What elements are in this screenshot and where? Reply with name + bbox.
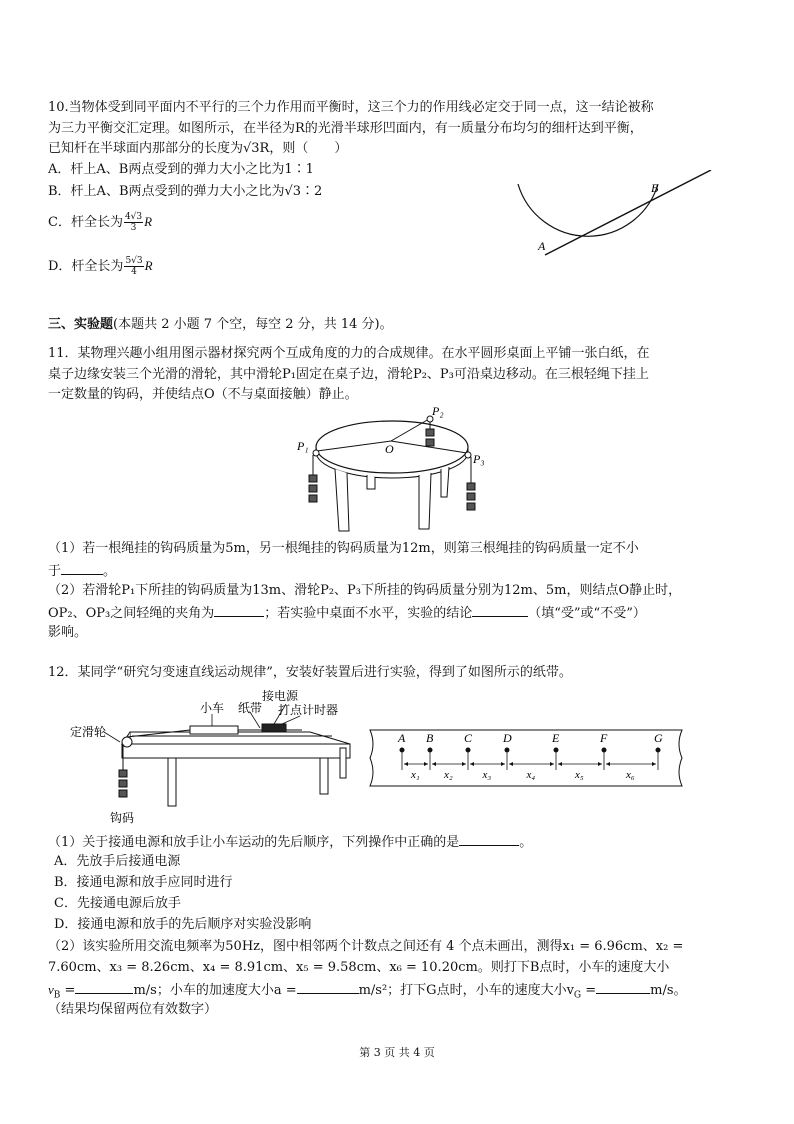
section-3-title: 三、实验题 [48, 317, 114, 332]
q10-option-a: A．杆上A、B两点受到的弹力大小之比为1∶1 [48, 162, 314, 177]
weight-p3-2 [467, 493, 475, 500]
tape-segment-label-4: x₄ [526, 769, 536, 781]
q11-sub2-line-3: 影响。 [48, 625, 88, 640]
q10-option-d-prefix: D．杆全长为 [48, 259, 124, 274]
tape-point-label-C: C [464, 731, 473, 745]
q10-option-c-numerator: 4√3 [124, 212, 143, 222]
q10-hemisphere-figure [505, 170, 720, 280]
q12-option-d: D．接通电源和放手的先后顺序对实验没影响 [54, 917, 312, 932]
tape-segment-label-6: x₆ [626, 769, 635, 781]
label-a: A [538, 239, 546, 253]
q10-option-c-fraction [124, 212, 143, 233]
q12-blank-a[interactable] [297, 980, 359, 994]
q11-line-1: 11．某物理兴趣小组用图示器材探究两个互成角度的力的合成规律。在水平圆形桌面上平铺一张白纸，在 [48, 346, 650, 361]
tape-segment-label-1: x₁ [411, 769, 420, 781]
tape-segment-label-3: x₃ [482, 769, 492, 781]
q11-blank-1[interactable] [61, 561, 103, 575]
tape-segment-label-2: x₂ [444, 769, 453, 781]
weight-2 [119, 780, 127, 787]
label-weight: 钩码 [110, 811, 135, 825]
q11-sub2-part-c: （填“受”或“不受”） [528, 606, 646, 621]
rod-line [545, 170, 711, 255]
timer [262, 724, 286, 732]
q10-option-d [48, 256, 153, 277]
table-top [130, 732, 350, 744]
q12-sub2-line-2: 7.60cm、x₃ = 8.26cm、x₄ = 8.91cm、x₅ = 9.58cm、x₆ = 10.20cm。则打下B点时，小车的速度大小 [48, 960, 670, 975]
section-3-note: (本题共 2 小题 7 个空，每空 2 分，共 14 分)。 [113, 317, 393, 332]
table-leg-left [168, 758, 176, 806]
weight-p3-1 [467, 483, 475, 490]
q10-option-c-prefix: C．杆全长为 [48, 215, 123, 230]
weight-p2-1 [426, 429, 434, 436]
label-car: 小车 [200, 701, 225, 715]
label-o: O [385, 442, 394, 456]
q10-line-3: 已知杆在半球面内那部分的长度为√3R，则（ ） [48, 141, 348, 156]
q12-option-a: A．先放手后接通电源 [54, 854, 181, 869]
table-leg-1 [335, 469, 349, 531]
q11-sub1-prefix: 于 [48, 564, 62, 579]
vg-text: m/s²；打下G点时，小车的速度大小v [358, 983, 574, 998]
weight-p2-2 [426, 439, 434, 446]
tape-point-label-A: A [398, 731, 406, 745]
label-p3: P₃ [473, 452, 485, 466]
label-pulley: 定滑轮 [70, 725, 107, 739]
q12-paper-tape-figure [366, 724, 686, 794]
tape-point-label-F: F [600, 731, 608, 745]
accel-text: m/s；小车的加速度大小a = [133, 983, 297, 998]
label-p1: P₁ [297, 439, 309, 453]
q12-apparatus-figure [70, 684, 360, 826]
weight-p1-3 [309, 495, 317, 502]
q11-sub1-end: 。 [103, 564, 117, 579]
section-3-heading [48, 316, 393, 334]
weight-p1-2 [309, 485, 317, 492]
table-leg-2 [419, 473, 431, 529]
q10-option-d-denominator: 4 [131, 267, 137, 277]
q10-line-1: 10.当物体受到同平面内不平行的三个力作用而平衡时，这三个力的作用线必定交于同一点，这一结论被称 [48, 100, 654, 115]
tape-point-label-D: D [503, 731, 512, 745]
q11-line-2: 桌子边缘安装三个光滑的滑轮，其中滑轮P₁固定在桌子边，滑轮P₂、P₃可沿桌边移动。在三根轻绳下挂上 [48, 367, 649, 382]
tape-point-label-G: G [654, 731, 663, 745]
pulley-p3 [465, 452, 471, 458]
q11-sub1-line-1: （1）若一根绳挂的钩码质量为5m，另一根绳挂的钩码质量为12m，则第三根绳挂的钩码质量一定不小 [48, 541, 639, 556]
q12-blank-1[interactable] [459, 832, 519, 846]
q11-sub2-part-b: ；若实验中桌面不水平，实验的结论 [264, 606, 473, 621]
q10-option-b: B．杆上A、B两点受到的弹力大小之比为√3∶2 [48, 184, 323, 199]
vg-unit: m/s。 [650, 983, 687, 998]
car [190, 726, 238, 734]
q10-option-c-denominator: 3 [130, 223, 137, 233]
table-leg-right [320, 758, 328, 794]
q11-blank-2[interactable] [214, 603, 264, 617]
table-leg-back [340, 748, 346, 778]
pulley-p1 [313, 450, 319, 456]
q12-sub1 [48, 832, 532, 852]
q11-sub1-line-2 [48, 561, 116, 581]
vb-symbol: v [48, 982, 54, 997]
q10-option-d-suffix: R [144, 258, 153, 273]
hemisphere-arc [518, 184, 658, 236]
label-power: 接电源 [262, 689, 299, 703]
q10-option-d-numerator: 5√3 [125, 256, 143, 266]
label-tape: 纸带 [238, 701, 263, 715]
q12-line-1: 12．某同学“研究匀变速直线运动规律”，安装好装置后进行实验，得到了如图所示的纸带。 [48, 665, 572, 680]
table-front [122, 744, 350, 758]
table-leg-3 [441, 467, 449, 497]
label-timer: 打点计时器 [278, 703, 339, 717]
q11-sub2-line-1: （2）若滑轮P₁下所挂的钩码质量为13m、滑轮P₂、P₃下所挂的钩码质量分别为12m、5m，则结点O静止时， [48, 583, 682, 598]
q10-line-2: 为三力平衡交汇定理。如图所示，在半径为R的光滑半球形凹面内，有一质量分布均匀的细杆达到平衡， [48, 121, 643, 136]
vg-subscript: G [573, 990, 582, 1001]
q12-sub2-line-1: （2）该实验所用交流电频率为50Hz，图中相邻两个计数点之间还有 4 个点未画出，测得x₁ = 6.96cm、x₂ = [48, 939, 684, 954]
weight-p1-1 [309, 475, 317, 482]
q10-option-c [48, 212, 152, 233]
q11-line-3: 一定数量的钩码，并使结点O（不与桌面接触）静止。 [48, 387, 358, 402]
q10-option-c-suffix: R [144, 214, 153, 229]
q11-table-figure [295, 405, 495, 540]
tape-segment-label-5: x₅ [575, 769, 584, 781]
weight-1 [119, 770, 127, 777]
vb-equals: = [60, 983, 76, 998]
vg-equals: = [581, 983, 597, 998]
q12-option-c: C．先接通电源后放手 [54, 896, 181, 911]
q12-sub1-end: 。 [519, 835, 533, 850]
vb-subscript: B [53, 990, 61, 1001]
q12-blank-vg[interactable] [596, 980, 650, 994]
weight-p3-3 [467, 503, 475, 510]
label-p2: P₂ [432, 405, 444, 418]
label-b: B [651, 181, 659, 195]
q10-option-d-fraction [124, 256, 143, 277]
q12-sub2-line-4: （结果均保留两位有效数字） [48, 1002, 218, 1017]
q11-sub2-line-2 [48, 603, 646, 623]
q11-blank-3[interactable] [472, 603, 528, 617]
page-footer: 第 3 页 共 4 页 [359, 1046, 435, 1059]
q12-sub1-text: （1）关于接通电源和放手让小车运动的先后顺序，下列操作中正确的是 [48, 835, 460, 850]
q12-blank-vb[interactable] [75, 980, 133, 994]
tape-point-label-B: B [426, 731, 434, 745]
table-leg-4 [367, 475, 375, 489]
weight-3 [119, 790, 127, 797]
tape-point-label-E: E [552, 731, 560, 745]
q12-option-b: B．接通电源和放手应同时进行 [54, 875, 233, 890]
q11-sub2-part-a: OP₂、OP₃之间轻绳的夹角为 [48, 606, 215, 621]
